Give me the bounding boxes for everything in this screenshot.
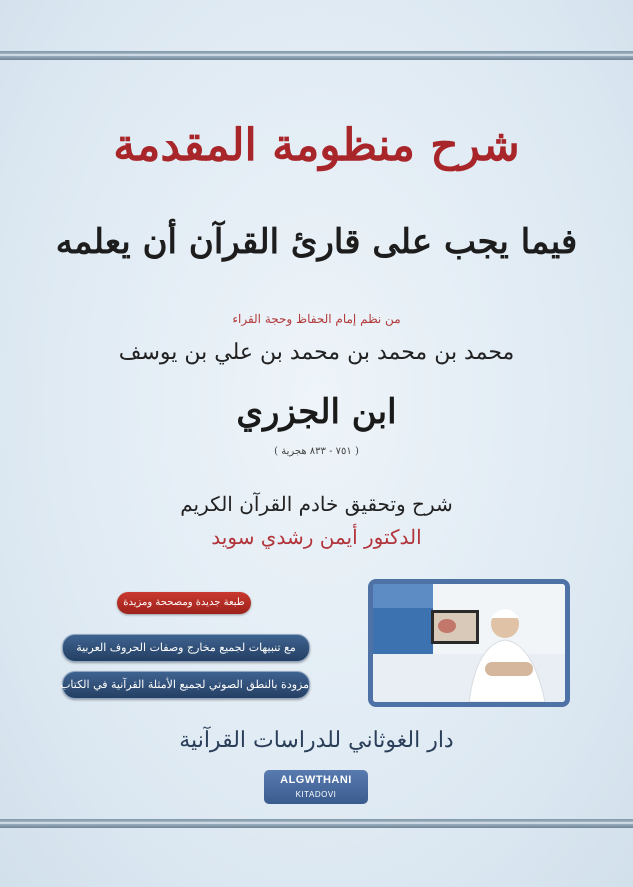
- author-photo-illustration: [373, 584, 565, 702]
- author-photo: [368, 579, 570, 707]
- edition-badge: طبعة جديدة ومصححة ومزيدة: [117, 592, 251, 614]
- logo-line-2: KITADOVI: [295, 790, 337, 799]
- cover-title: شرح منظومة المقدمة: [113, 120, 520, 171]
- author-name: محمد بن محمد بن محمد بن علي بن يوسف: [118, 340, 515, 365]
- cover-subtitle: فيما يجب على قارئ القرآن أن يعلمه: [55, 222, 578, 262]
- logo-line-1: ALGWTHANI: [280, 774, 352, 786]
- bottom-border-rule: [0, 819, 633, 828]
- feature-badge-2: مزودة بالنطق الصوتي لجميع الأمثلة القرآنية في الكتاب: [62, 671, 310, 699]
- author-intro: من نظم إمام الحفاظ وحجة القراء: [232, 312, 401, 326]
- commentator-name: الدكتور أيمن رشدي سويد: [211, 525, 422, 549]
- author-kunya: ابن الجزري: [236, 392, 397, 432]
- publisher-logo: [264, 770, 368, 804]
- commentary-line: شرح وتحقيق خادم القرآن الكريم: [180, 492, 453, 516]
- publisher-name: دار الغوثاني للدراسات القرآنية: [179, 728, 454, 753]
- top-border-rule: [0, 51, 633, 60]
- feature-badge-1: مع تنبيهات لجميع مخارج وصفات الحروف العربية: [62, 634, 310, 662]
- author-dates: ( ٧٥١ - ٨٣٣ هجرية ): [274, 446, 359, 457]
